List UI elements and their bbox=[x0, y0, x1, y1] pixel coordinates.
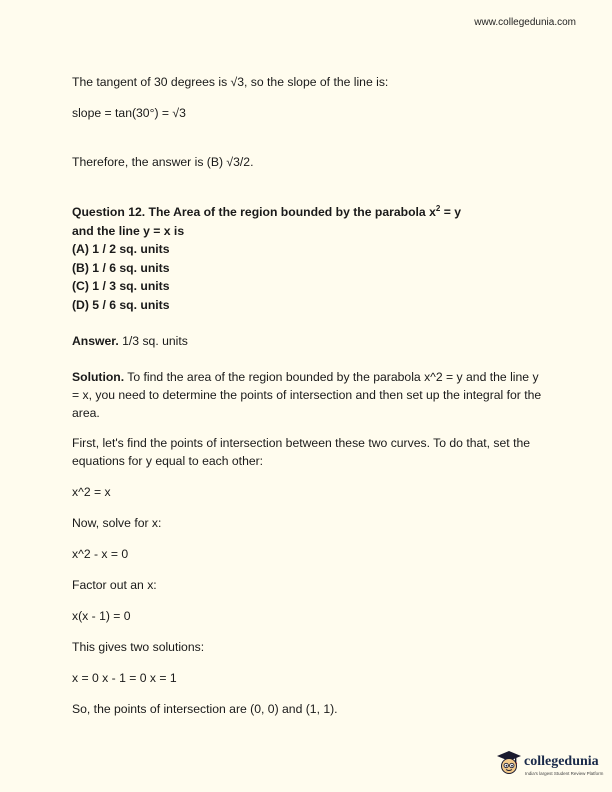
equation-4: x = 0 x - 1 = 0 x = 1 bbox=[72, 671, 177, 685]
question-text-b: = y bbox=[440, 205, 461, 219]
paragraph-first: First, let's find the points of intersection between these two curves. To do that, set the equations for y equal to each other: bbox=[72, 436, 531, 468]
equation-3: x(x - 1) = 0 bbox=[72, 609, 131, 623]
question-line-1 bbox=[72, 203, 548, 222]
solution-label: Solution. bbox=[72, 370, 125, 384]
option-d: (D) 5 / 6 sq. units bbox=[72, 297, 170, 312]
question-block bbox=[72, 203, 548, 314]
logo-tagline: India's largest Student Review Platform bbox=[525, 771, 604, 776]
text-two-solutions: This gives two solutions: bbox=[72, 640, 205, 654]
option-a: (A) 1 / 2 sq. units bbox=[72, 242, 170, 256]
text-line-therefore: Therefore, the answer is (B) √3/2. bbox=[72, 155, 254, 169]
question-line-2: and the line y = x is bbox=[72, 223, 185, 238]
answer-label: Answer. bbox=[72, 334, 119, 348]
text-factor: Factor out an x: bbox=[72, 578, 157, 592]
page-content bbox=[72, 73, 548, 718]
text-solve: Now, solve for x: bbox=[72, 516, 162, 530]
option-b: (B) 1 / 6 sq. units bbox=[72, 260, 170, 275]
equation-2: x^2 - x = 0 bbox=[72, 547, 129, 561]
text-line-tangent: The tangent of 30 degrees is √3, so the slope of the line is: bbox=[72, 75, 389, 89]
header-url[interactable]: www.collegedunia.com bbox=[474, 17, 576, 28]
text-conclusion: So, the points of intersection are (0, 0) and (1, 1). bbox=[72, 702, 338, 716]
option-c: (C) 1 / 3 sq. units bbox=[72, 279, 170, 293]
logo-wordmark: collegedunia bbox=[524, 754, 599, 769]
question-text-a: Question 12. The Area of the region bounded by the parabola x bbox=[72, 205, 436, 219]
question-superscript: 2 bbox=[435, 203, 441, 213]
text-line-slope: slope = tan(30°) = √3 bbox=[72, 106, 186, 120]
collegedunia-logo bbox=[496, 748, 604, 782]
answer-text: 1/3 sq. units bbox=[118, 334, 188, 348]
solution-text: To find the area of the region bounded by the parabola x^2 = y and the line y = x, you need to determine the points of intersection and then set up the integral for the area. bbox=[72, 370, 542, 420]
solution-paragraph bbox=[72, 368, 548, 422]
equation-1: x^2 = x bbox=[72, 485, 111, 499]
graduate-mascot-icon bbox=[496, 750, 522, 776]
answer-line bbox=[72, 332, 548, 350]
